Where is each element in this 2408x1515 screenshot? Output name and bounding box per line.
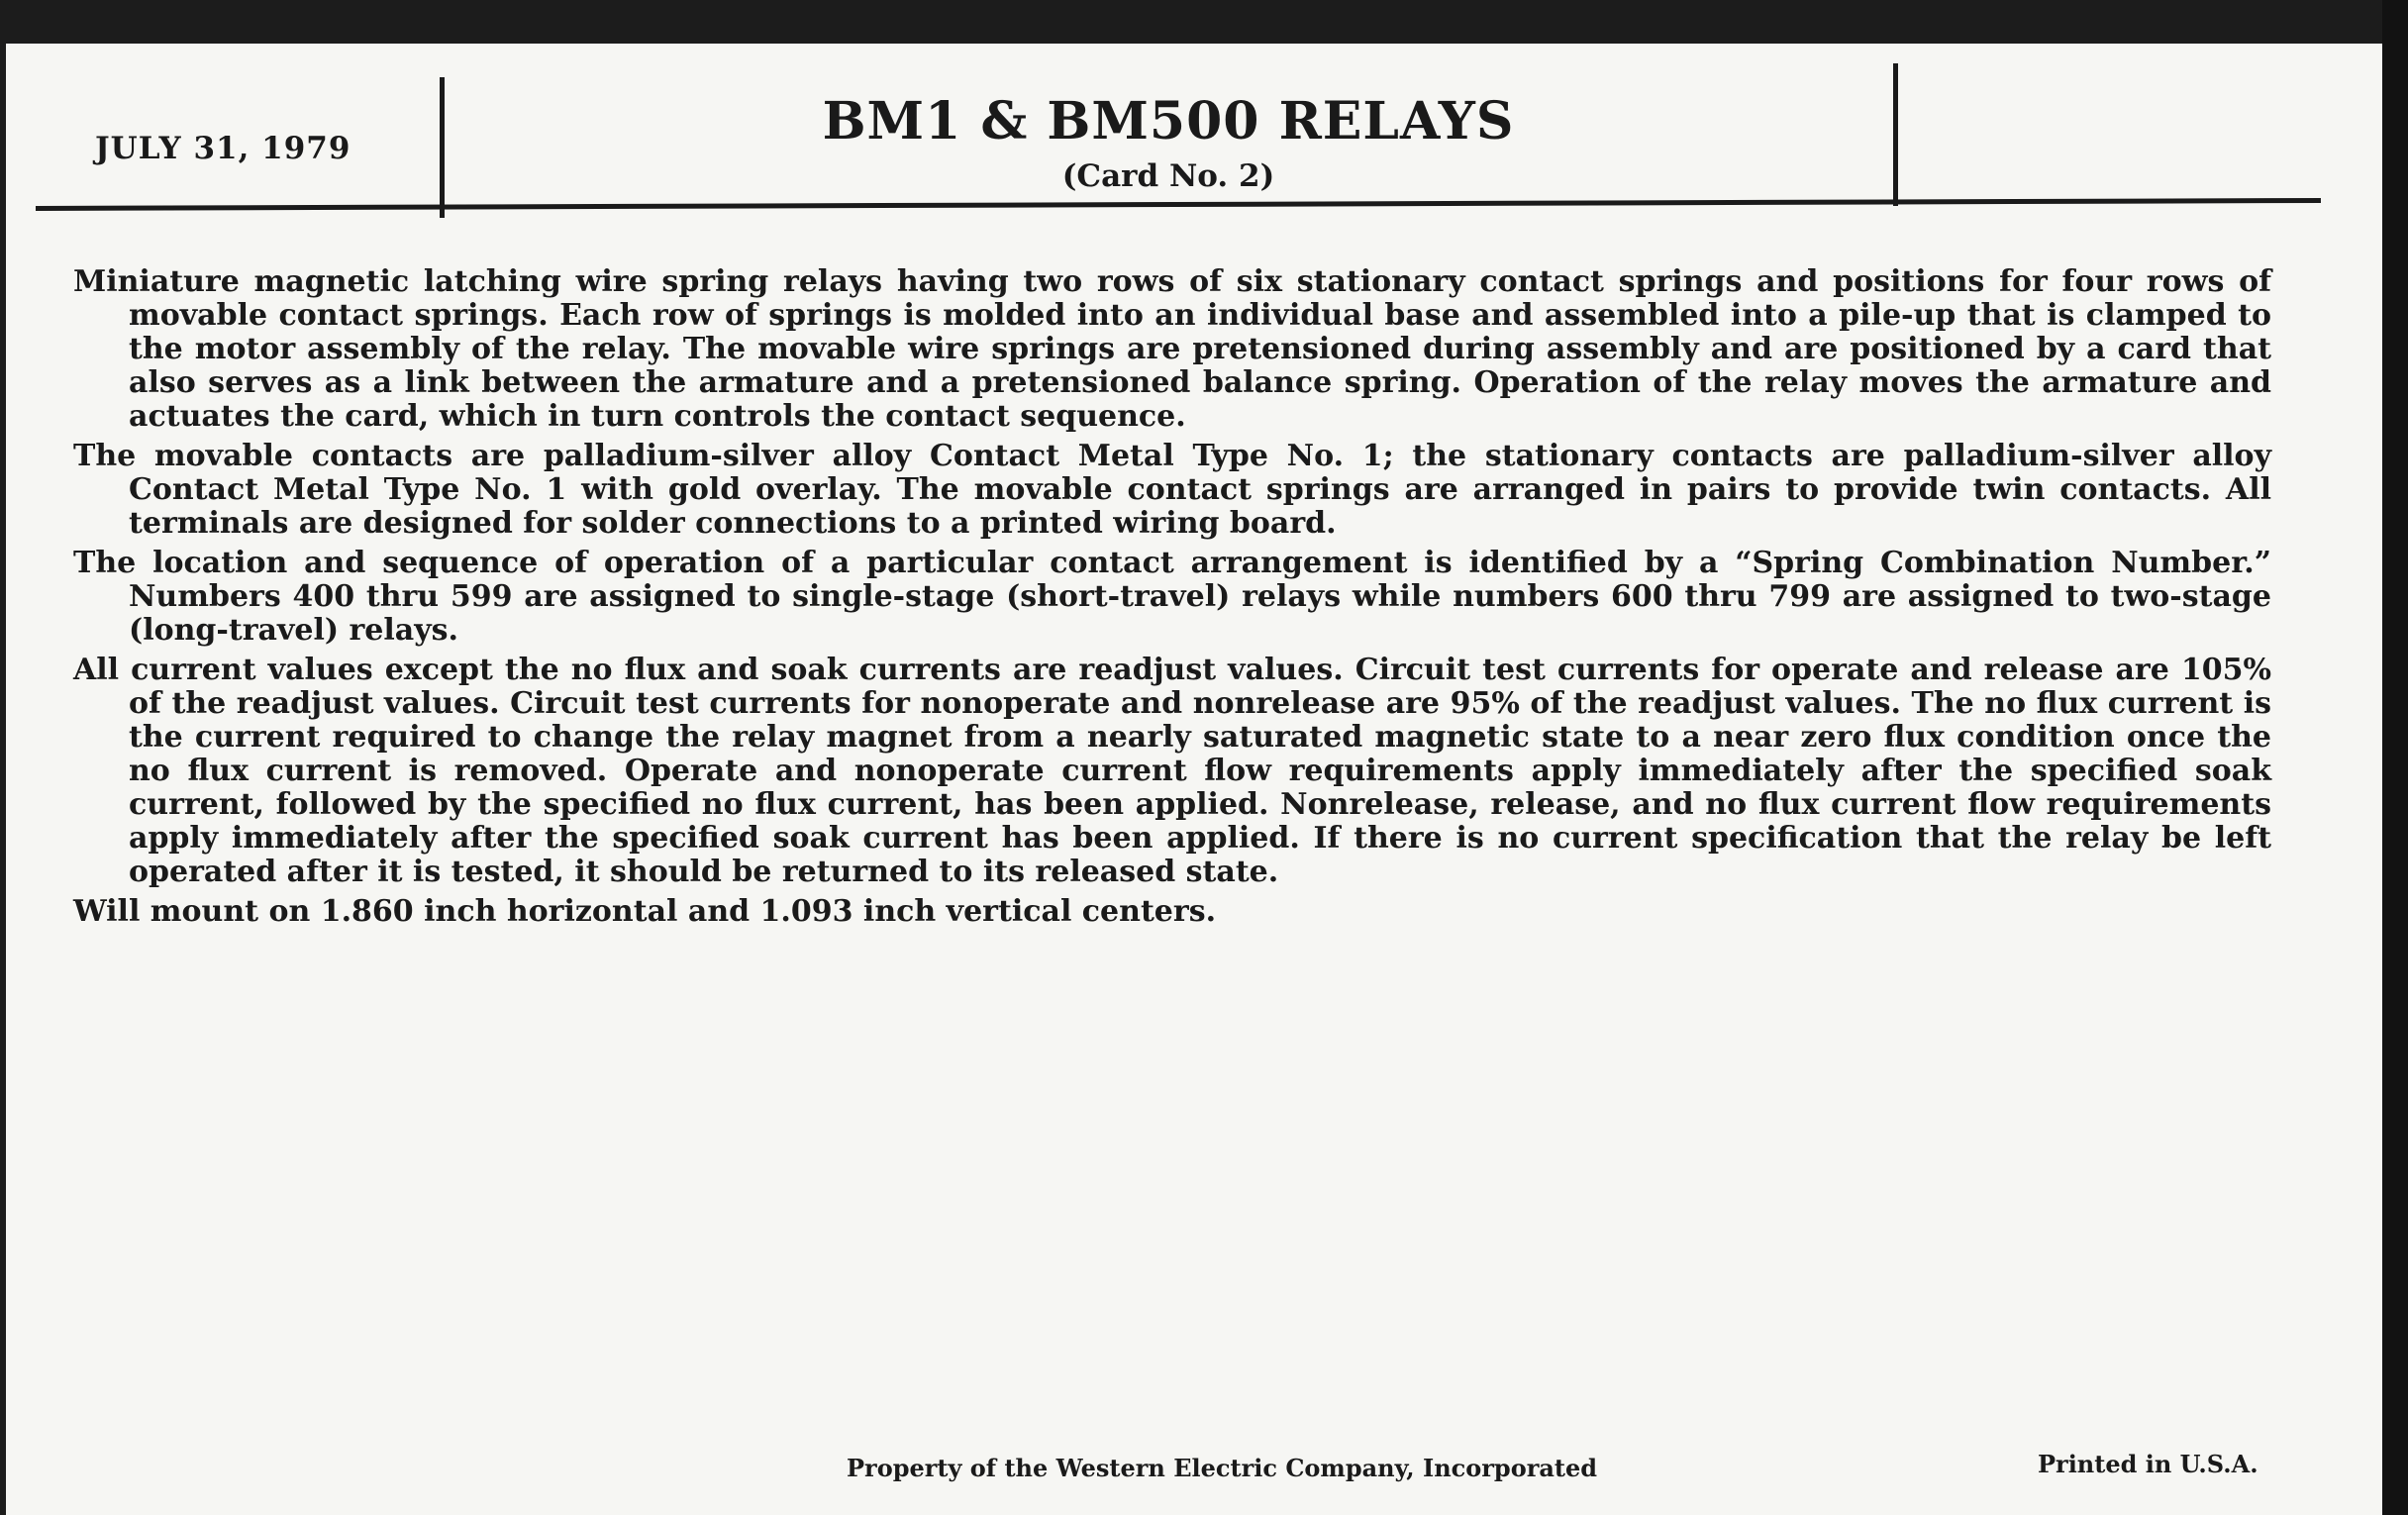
page-title: BM1 & BM500 RELAYS	[822, 91, 1515, 152]
paragraph-current-values: All current values except the no flux and soak currents are readjust values. Circuit test currents for operate and release are 105% of the readjust values. Circuit test currents for nonoperate and nonrelease are 95% of the readjust values. The no flux current is the current required to change the relay magnet from a nearly saturated magnetic state to a near zero flux condition once the no flux current is removed. Operate and nonoperate current flow requirements apply immediately after the specified soak current, followed by the specified no flux current, has been applied. Nonrelease, release, and no flux current flow requirements apply immediately after the specified soak current has been applied. If there is no current specification that the relay be left operated after it is tested, it should be returned to its released state.	[73, 653, 2271, 889]
description-body	[73, 265, 2271, 935]
header-divider-left	[440, 77, 445, 218]
paragraph-construction: Miniature magnetic latching wire spring relays having two rows of six stationary contact springs and positions for four rows of movable contact springs. Each row of springs is molded into an individual base and assembled into a pile-up that is clamped to the motor assembly of the relay. The movable wire springs are pretensioned during assembly and are positioned by a card that also serves as a link between the armature and a pretensioned balance spring. Operation of the relay moves the armature and actuates the card, which in turn controls the contact sequence.	[73, 264, 2271, 434]
footer-printed-in: Printed in U.S.A.	[2038, 1450, 2258, 1478]
paragraph-spring-combination: The location and sequence of operation of a particular contact arrangement is identified by a “Spring Combination Number.” Numbers 400 thru 599 are assigned to single-stage (short-travel) relays while numbers 600 thru 799 are assigned to two-stage (long-travel) relays.	[73, 546, 2271, 648]
header-divider-right	[1893, 63, 1898, 206]
scan-edge	[2382, 0, 2408, 1515]
card-number: (Card No. 2)	[1061, 158, 1275, 194]
paragraph-contacts: The movable contacts are palladium-silver alloy Contact Metal Type No. 1; the stationary contacts are palladium-silver alloy Contact Metal Type No. 1 with gold overlay. The movable contact springs are arranged in pairs to provide twin contacts. All terminals are designed for solder connections to a printed wiring board.	[73, 439, 2271, 541]
footer-property-notice: Property of the Western Electric Company, Incorporated	[847, 1454, 1598, 1482]
document-date: JULY 31, 1979	[95, 131, 351, 166]
paragraph-mounting: Will mount on 1.860 inch horizontal and 1.093 inch vertical centers.	[73, 894, 1217, 929]
